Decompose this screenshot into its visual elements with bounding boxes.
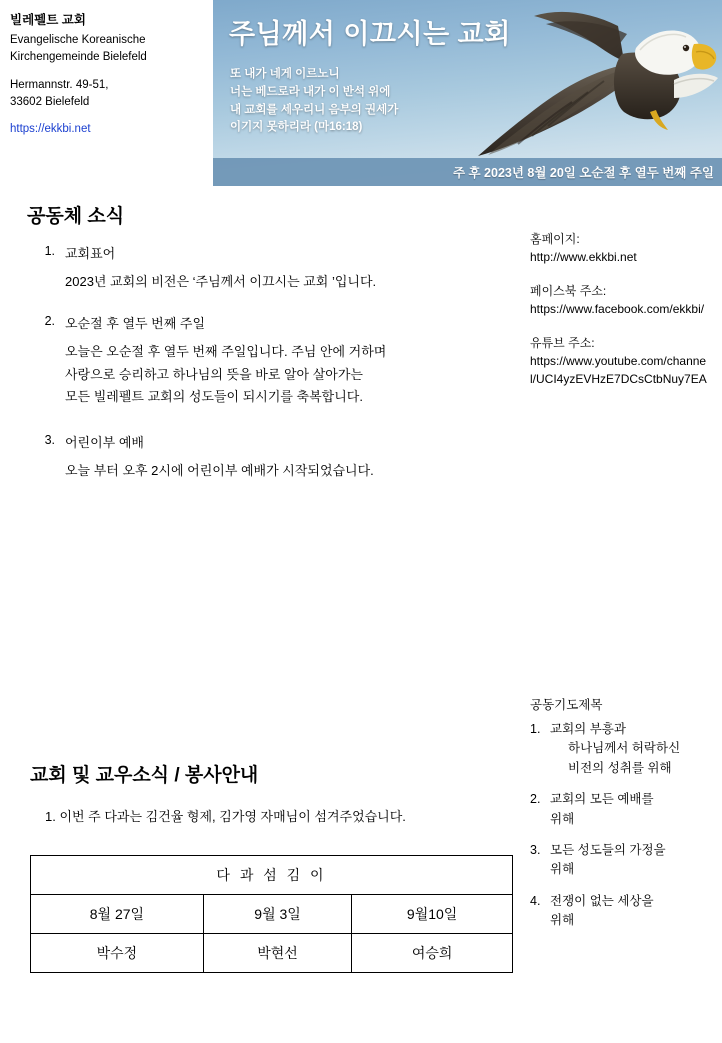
prayer-topics-column (530, 695, 710, 942)
list-item-line: 오늘 부터 오후 2시에 어린이부 예배가 시작되었습니다. (65, 463, 374, 479)
list-item-line: 오늘은 오순절 후 열두 번째 주일입니다. 주님 안에 거하며 (65, 344, 387, 360)
list-item-heading: 오순절 후 열두 번째 주일 (65, 316, 206, 332)
list-item (27, 243, 517, 293)
list-item-number: 2. (44, 314, 55, 329)
prayer-line: 위해 (550, 862, 575, 877)
list-item-number: 3. (530, 842, 541, 857)
list-item-body (550, 892, 710, 931)
banner-verse (230, 66, 398, 137)
homepage-link-block (530, 230, 710, 266)
facebook-label: 페이스북 주소: (530, 284, 607, 298)
list-item-line: 사랑으로 승리하고 하나님의 뜻을 바로 알아 살아가는 (65, 366, 363, 382)
prayer-line: 전쟁이 없는 세상을 (550, 893, 654, 908)
church-identity-block (10, 10, 210, 135)
table-cell-date: 9월 3일 (203, 895, 351, 934)
table-caption-cell: 다 과 섬 김 이 (31, 856, 513, 895)
service-section-title: 교회 및 교우소식 / 봉사안내 (30, 765, 259, 786)
list-item-heading: 어린이부 예배 (65, 435, 144, 451)
homepage-label: 홈페이지: (530, 232, 580, 246)
service-note: 1. 이번 주 다과는 김건율 형제, 김가영 자매님이 섬겨주었습니다. (45, 809, 406, 824)
list-item-body (550, 841, 710, 880)
homepage-url[interactable]: http://www.ekkbi.net (530, 250, 637, 264)
church-address-line1: Hermannstr. 49-51, (10, 79, 109, 92)
list-item-body (550, 790, 710, 829)
prayer-line: 교회의 모든 예배를 (550, 792, 654, 807)
banner-verse-line3: 내 교회를 세우리니 음부의 권세가 (230, 103, 399, 116)
list-item-number: 3. (44, 433, 55, 448)
list-item-number: 2. (530, 792, 541, 807)
church-name-german-line2: Kirchengemeinde Bielefeld (10, 50, 147, 63)
list-item-body (65, 313, 517, 408)
prayer-line: 하나님께서 허락하신 (568, 741, 681, 756)
list-item-body (550, 720, 710, 778)
banner-service-date: 주 후 2023년 8월 20일 오순절 후 열두 번째 주일 (452, 166, 714, 180)
list-item-line: 2023년 교회의 비전은 ‘주님께서 이끄시는 교회 ’입니다. (65, 274, 377, 289)
church-name-german-line1: Evangelische Koreanische (10, 34, 146, 46)
table-cell-name: 박수정 (31, 934, 204, 973)
church-name-korean: 빌레펠트 교회 (10, 13, 86, 27)
refreshment-duty-table (30, 855, 513, 973)
list-item-body (65, 243, 517, 293)
list-item (530, 841, 710, 880)
table-row (31, 856, 513, 895)
list-item-number: 4. (530, 893, 541, 908)
church-address (10, 77, 210, 110)
header-banner (213, 0, 722, 186)
list-item-number: 1. (530, 722, 541, 736)
facebook-url[interactable]: https://www.facebook.com/ekkbi/ (530, 302, 705, 316)
list-item (27, 313, 517, 408)
table-cell-name: 박현선 (203, 934, 351, 973)
table-row (31, 895, 513, 934)
prayer-topics-title: 공동기도제목 (530, 698, 603, 712)
prayer-line: 모든 성도들의 가정을 (550, 842, 666, 857)
list-item (530, 720, 710, 778)
church-name-german (10, 32, 210, 65)
banner-verse-line2: 너는 베드로라 내가 이 반석 위에 (230, 85, 391, 98)
links-column (530, 230, 710, 404)
prayer-line: 교회의 부흥과 (550, 722, 626, 736)
church-address-line2: 33602 Bielefeld (10, 96, 90, 109)
table-cell-name: 여승희 (352, 934, 513, 973)
table-cell-date: 8월 27일 (31, 895, 204, 934)
table-cell-date: 9월10일 (352, 895, 513, 934)
youtube-url[interactable]: https://www.youtube.com/channel/UCI4yzEVHzE7DCsCtbNuy7EA (530, 354, 707, 386)
youtube-link-block (530, 334, 710, 388)
list-item-number: 1. (44, 244, 55, 258)
youtube-label: 유튜브 주소: (530, 336, 595, 350)
banner-verse-line1: 또 내가 네게 이르노니 (230, 68, 340, 80)
list-item-body (65, 432, 517, 482)
prayer-line: 위해 (550, 913, 575, 927)
banner-verse-line4: 이기지 못하리라 (마16:18) (230, 121, 363, 134)
community-news-list (27, 243, 517, 503)
banner-title: 주님께서 이끄시는 교회 (229, 19, 511, 49)
prayer-line: 위해 (550, 811, 575, 826)
list-item-heading: 교회표어 (65, 246, 116, 261)
list-item (530, 790, 710, 829)
page-header (0, 0, 722, 186)
prayer-line: 비전의 성취를 위해 (568, 760, 672, 775)
community-news-title: 공동체 소식 (27, 206, 125, 227)
list-item (530, 892, 710, 931)
church-website-link[interactable]: https://ekkbi.net (10, 122, 91, 135)
list-item (27, 432, 517, 482)
list-item-line: 모든 빌레펠트 교회의 성도들이 되시기를 축복합니다. (65, 389, 363, 405)
table-row (31, 934, 513, 973)
facebook-link-block (530, 282, 710, 318)
